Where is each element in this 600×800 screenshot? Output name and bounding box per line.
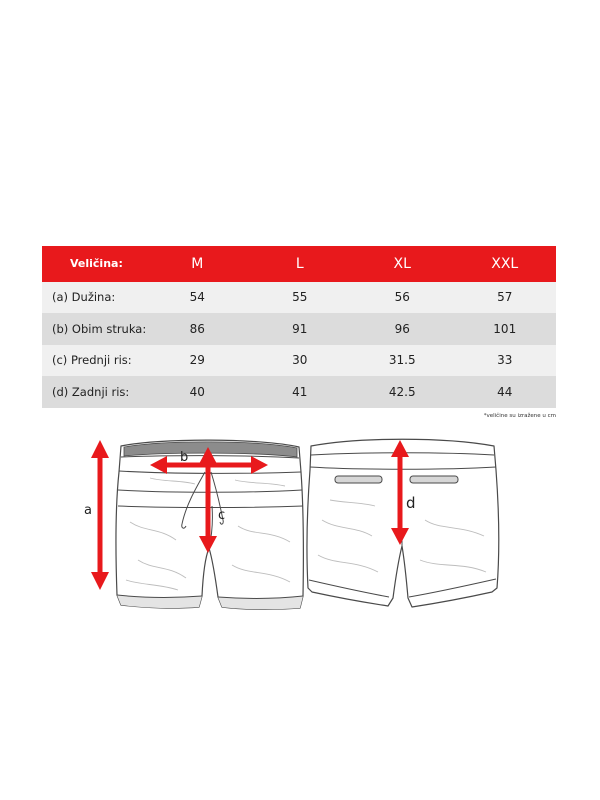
back-right-pocket: [410, 476, 458, 483]
header-size-xl: XL: [393, 256, 411, 272]
table-row: [42, 376, 556, 408]
table-cell: 54: [189, 290, 205, 304]
label-c: c: [218, 508, 226, 523]
table-cell: 31.5: [388, 353, 416, 367]
table-cell: 91: [292, 322, 308, 336]
header-size-m: M: [191, 256, 204, 272]
table-cell: 55: [292, 290, 308, 304]
row-label-back-rise: (d) Zadnji ris:: [52, 385, 130, 399]
table-cell: 33: [497, 353, 513, 367]
table-row: [42, 345, 556, 376]
table-row: [42, 313, 556, 345]
measurement-arrow-a: [84, 440, 109, 590]
label-b: b: [180, 450, 189, 465]
header-size-l: L: [295, 256, 304, 272]
shorts-back-outline: [307, 439, 499, 607]
back-left-pocket: [335, 476, 382, 483]
table-cell: 44: [497, 385, 513, 399]
table-cell: 29: [189, 353, 205, 367]
measurement-diagram: [0, 420, 600, 630]
table-header-row: [42, 246, 556, 282]
table-cell: 57: [497, 290, 513, 304]
table-row: [42, 282, 556, 313]
label-a: a: [84, 503, 92, 518]
table-cell: 56: [394, 290, 410, 304]
table-cell: 86: [189, 322, 205, 336]
table-cell: 41: [292, 385, 308, 399]
arrow-a-head-top: [91, 440, 109, 458]
arrow-a-head-bottom: [91, 572, 109, 590]
shorts-back-illustration: [307, 439, 499, 607]
table-cell: 30: [292, 353, 308, 367]
label-d: d: [406, 494, 416, 512]
table-cell: 40: [189, 385, 205, 399]
table-cell: 42.5: [388, 385, 416, 399]
row-label-waist: (b) Obim struka:: [52, 322, 147, 336]
header-label: Veličina:: [70, 257, 123, 270]
row-label-front-rise: (c) Prednji ris:: [52, 353, 132, 367]
row-label-length: (a) Dužina:: [52, 290, 116, 304]
units-footnote: *veličine su izražene u cm: [483, 413, 556, 419]
header-size-xxl: XXL: [491, 256, 519, 272]
size-table: [42, 246, 556, 408]
table-cell: 101: [493, 322, 517, 336]
table-cell: 96: [394, 322, 410, 336]
